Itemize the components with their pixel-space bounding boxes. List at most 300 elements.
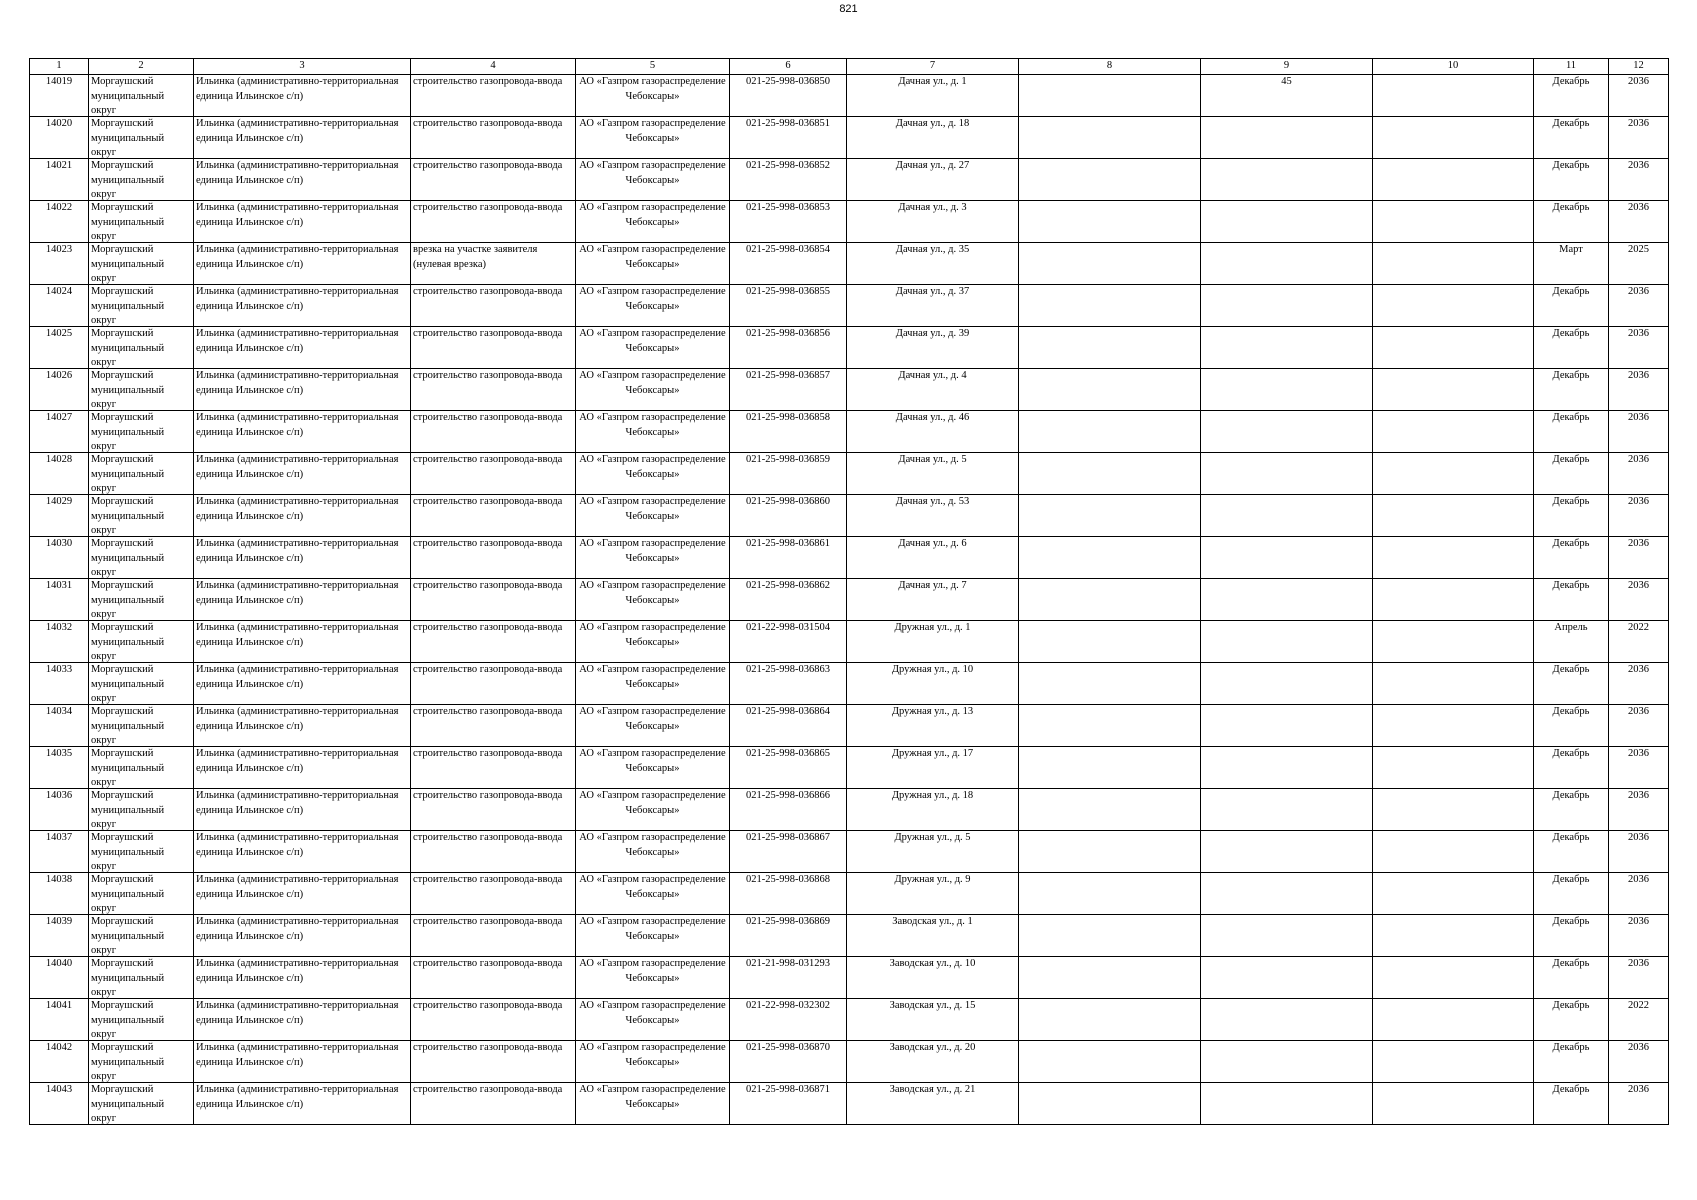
header-cell: 3: [194, 59, 411, 75]
organization-cell-text: АО «Газпром газораспределение Чебоксары»: [579, 538, 726, 564]
row-number-cell-text: 14041: [45, 1000, 73, 1011]
row-number-cell: [30, 621, 89, 663]
work-type-cell: [411, 117, 576, 159]
address-cell-text: Дружная ул., д. 10: [891, 664, 974, 675]
table-row: [30, 579, 1669, 621]
year-cell: [1609, 873, 1669, 915]
district-cell-text: Моргаушский муниципальный округ: [91, 244, 165, 284]
address-cell: [847, 369, 1019, 411]
table-row: [30, 915, 1669, 957]
column-10-cell: [1373, 747, 1534, 789]
district-cell: [89, 579, 194, 621]
column-9-cell: [1201, 327, 1373, 369]
header-cell: 8: [1019, 59, 1201, 75]
work-type-cell-text: строительство газопровода-ввода: [413, 580, 563, 591]
application-code-cell: [730, 789, 847, 831]
organization-cell: [576, 663, 730, 705]
header-cell: 9: [1201, 59, 1373, 75]
header-row: [30, 59, 1669, 75]
month-cell: [1534, 495, 1609, 537]
year-cell-text: 2036: [1628, 916, 1649, 927]
column-8-cell: [1019, 369, 1201, 411]
column-9-cell: [1201, 789, 1373, 831]
application-code-cell: [730, 957, 847, 999]
row-number-cell-text: 14030: [45, 538, 73, 549]
application-code-cell: [730, 327, 847, 369]
organization-cell-text: АО «Газпром газораспределение Чебоксары»: [579, 76, 726, 102]
district-cell-text: Моргаушский муниципальный округ: [91, 1000, 165, 1040]
month-cell: [1534, 915, 1609, 957]
work-type-cell: [411, 705, 576, 747]
organization-cell-text: АО «Газпром газораспределение Чебоксары»: [579, 874, 726, 900]
address-cell-text: Дачная ул., д. 27: [895, 160, 970, 171]
settlement-cell-text: Ильинка (административно-территориальная единица Ильинское с/п): [196, 202, 399, 228]
column-10-cell: [1373, 285, 1534, 327]
month-cell: [1534, 1083, 1609, 1125]
column-9-cell: [1201, 1083, 1373, 1125]
work-type-cell: [411, 285, 576, 327]
year-cell-text: 2036: [1628, 706, 1649, 717]
district-cell-text: Моргаушский муниципальный округ: [91, 622, 165, 662]
application-code-cell: [730, 579, 847, 621]
row-number-cell: [30, 705, 89, 747]
address-cell: [847, 201, 1019, 243]
column-10-cell: [1373, 1041, 1534, 1083]
row-number-cell: [30, 915, 89, 957]
settlement-cell: [194, 243, 411, 285]
column-10-cell: [1373, 159, 1534, 201]
application-code-cell: [730, 117, 847, 159]
month-cell-text: Декабрь: [1552, 958, 1590, 969]
settlement-cell: [194, 537, 411, 579]
application-code-cell: [730, 663, 847, 705]
district-cell-text: Моргаушский муниципальный округ: [91, 958, 165, 998]
district-cell: [89, 1083, 194, 1125]
settlement-cell-text: Ильинка (административно-территориальная единица Ильинское с/п): [196, 454, 399, 480]
application-code-cell-text: 021-25-998-036864: [746, 706, 830, 717]
year-cell-text: 2036: [1628, 832, 1649, 843]
application-code-cell-text: 021-25-998-036858: [746, 412, 830, 423]
month-cell: [1534, 117, 1609, 159]
organization-cell: [576, 369, 730, 411]
column-8-cell: [1019, 327, 1201, 369]
row-number-cell-text: 14024: [45, 286, 73, 297]
work-type-cell-text: строительство газопровода-ввода: [413, 874, 563, 885]
application-code-cell: [730, 159, 847, 201]
organization-cell: [576, 1083, 730, 1125]
address-cell-text: Дружная ул., д. 9: [894, 874, 971, 885]
organization-cell: [576, 789, 730, 831]
district-cell-text: Моргаушский муниципальный округ: [91, 748, 165, 788]
settlement-cell: [194, 831, 411, 873]
month-cell: [1534, 831, 1609, 873]
column-10-cell: [1373, 663, 1534, 705]
settlement-cell: [194, 369, 411, 411]
address-cell-text: Дружная ул., д. 5: [894, 832, 971, 843]
address-cell: [847, 327, 1019, 369]
year-cell: [1609, 411, 1669, 453]
work-type-cell: [411, 621, 576, 663]
application-code-cell-text: 021-25-998-036870: [746, 1042, 830, 1053]
settlement-cell: [194, 117, 411, 159]
column-9-cell: [1201, 369, 1373, 411]
address-cell-text: Дачная ул., д. 4: [898, 370, 967, 381]
work-type-cell: [411, 243, 576, 285]
application-code-cell-text: 021-25-998-036868: [746, 874, 830, 885]
row-number-cell: [30, 75, 89, 117]
district-cell: [89, 621, 194, 663]
application-code-cell: [730, 411, 847, 453]
column-10-cell: [1373, 117, 1534, 159]
work-type-cell-text: строительство газопровода-ввода: [413, 706, 563, 717]
address-cell-text: Дружная ул., д. 18: [891, 790, 974, 801]
row-number-cell: [30, 663, 89, 705]
year-cell-text: 2036: [1628, 538, 1649, 549]
row-number-cell-text: 14034: [45, 706, 73, 717]
year-cell: [1609, 705, 1669, 747]
address-cell: [847, 537, 1019, 579]
application-code-cell: [730, 537, 847, 579]
column-8-cell: [1019, 453, 1201, 495]
month-cell-text: Декабрь: [1552, 202, 1590, 213]
work-type-cell: [411, 369, 576, 411]
month-cell: [1534, 453, 1609, 495]
application-code-cell: [730, 831, 847, 873]
row-number-cell-text: 14028: [45, 454, 73, 465]
work-type-cell-text: строительство газопровода-ввода: [413, 286, 563, 297]
organization-cell-text: АО «Газпром газораспределение Чебоксары»: [579, 580, 726, 606]
settlement-cell: [194, 621, 411, 663]
work-type-cell: [411, 789, 576, 831]
column-9-cell: [1201, 999, 1373, 1041]
row-number-cell: [30, 243, 89, 285]
work-type-cell-text: строительство газопровода-ввода: [413, 832, 563, 843]
address-cell-text: Дачная ул., д. 46: [895, 412, 970, 423]
address-cell: [847, 1041, 1019, 1083]
column-9-cell: [1201, 117, 1373, 159]
district-cell: [89, 873, 194, 915]
organization-cell: [576, 621, 730, 663]
work-type-cell: [411, 831, 576, 873]
row-number-cell-text: 14031: [45, 580, 73, 591]
settlement-cell: [194, 705, 411, 747]
district-cell-text: Моргаушский муниципальный округ: [91, 328, 165, 368]
column-8-cell: [1019, 537, 1201, 579]
district-cell: [89, 789, 194, 831]
settlement-cell-text: Ильинка (административно-территориальная единица Ильинское с/п): [196, 538, 399, 564]
table-row: [30, 1083, 1669, 1125]
column-10-cell: [1373, 621, 1534, 663]
settlement-cell: [194, 411, 411, 453]
organization-cell: [576, 999, 730, 1041]
table-row: [30, 537, 1669, 579]
address-cell-text: Дачная ул., д. 1: [898, 76, 967, 87]
district-cell: [89, 831, 194, 873]
month-cell: [1534, 663, 1609, 705]
row-number-cell-text: 14025: [45, 328, 73, 339]
organization-cell: [576, 243, 730, 285]
work-type-cell-text: врезка на участке заявителя (нулевая врезка): [413, 244, 538, 270]
column-10-cell: [1373, 873, 1534, 915]
settlement-cell-text: Ильинка (административно-территориальная единица Ильинское с/п): [196, 412, 399, 438]
column-8-cell: [1019, 999, 1201, 1041]
district-cell: [89, 537, 194, 579]
work-type-cell-text: строительство газопровода-ввода: [413, 454, 563, 465]
work-type-cell: [411, 663, 576, 705]
year-cell: [1609, 285, 1669, 327]
year-cell-text: 2036: [1628, 1084, 1649, 1095]
address-cell-text: Заводская ул., д. 15: [889, 1000, 976, 1011]
work-type-cell-text: строительство газопровода-ввода: [413, 76, 563, 87]
row-number-cell: [30, 831, 89, 873]
table-row: [30, 999, 1669, 1041]
district-cell-text: Моргаушский муниципальный округ: [91, 1042, 165, 1082]
month-cell-text: Декабрь: [1552, 1042, 1590, 1053]
organization-cell: [576, 495, 730, 537]
table-row: [30, 831, 1669, 873]
year-cell-text: 2036: [1628, 412, 1649, 423]
column-9-cell: [1201, 621, 1373, 663]
column-8-cell: [1019, 789, 1201, 831]
work-type-cell-text: строительство газопровода-ввода: [413, 622, 563, 633]
application-code-cell-text: 021-22-998-032302: [746, 1000, 830, 1011]
settlement-cell: [194, 873, 411, 915]
year-cell-text: 2036: [1628, 874, 1649, 885]
settlement-cell: [194, 1041, 411, 1083]
settlement-cell: [194, 999, 411, 1041]
row-number-cell-text: 14027: [45, 412, 73, 423]
column-10-cell: [1373, 789, 1534, 831]
district-cell: [89, 453, 194, 495]
column-10-cell: [1373, 243, 1534, 285]
column-8-cell: [1019, 621, 1201, 663]
row-number-cell: [30, 159, 89, 201]
organization-cell: [576, 705, 730, 747]
district-cell: [89, 915, 194, 957]
row-number-cell-text: 14029: [45, 496, 73, 507]
application-code-cell-text: 021-25-998-036854: [746, 244, 830, 255]
row-number-cell: [30, 285, 89, 327]
month-cell-text: Декабрь: [1552, 160, 1590, 171]
row-number-cell-text: 14043: [45, 1084, 73, 1095]
application-code-cell-text: 021-25-998-036857: [746, 370, 830, 381]
column-8-cell: [1019, 159, 1201, 201]
address-cell-text: Дачная ул., д. 3: [898, 202, 967, 213]
address-cell-text: Дачная ул., д. 37: [895, 286, 970, 297]
district-cell-text: Моргаушский муниципальный округ: [91, 202, 165, 242]
column-8-cell: [1019, 957, 1201, 999]
settlement-cell-text: Ильинка (административно-территориальная единица Ильинское с/п): [196, 370, 399, 396]
address-cell: [847, 915, 1019, 957]
column-10-cell: [1373, 705, 1534, 747]
table-row: [30, 453, 1669, 495]
column-9-cell-text: 45: [1281, 76, 1292, 87]
work-type-cell-text: строительство газопровода-ввода: [413, 160, 563, 171]
organization-cell: [576, 159, 730, 201]
work-type-cell-text: строительство газопровода-ввода: [413, 538, 563, 549]
settlement-cell-text: Ильинка (административно-территориальная единица Ильинское с/п): [196, 76, 399, 102]
settlement-cell-text: Ильинка (административно-территориальная единица Ильинское с/п): [196, 1042, 399, 1068]
address-cell-text: Дачная ул., д. 6: [898, 538, 967, 549]
address-cell: [847, 621, 1019, 663]
table-row: [30, 285, 1669, 327]
month-cell-text: Декабрь: [1552, 496, 1590, 507]
work-type-cell-text: строительство газопровода-ввода: [413, 496, 563, 507]
month-cell: [1534, 159, 1609, 201]
settlement-cell: [194, 663, 411, 705]
application-code-cell: [730, 621, 847, 663]
organization-cell: [576, 117, 730, 159]
row-number-cell: [30, 957, 89, 999]
month-cell-text: Декабрь: [1552, 790, 1590, 801]
month-cell: [1534, 327, 1609, 369]
organization-cell-text: АО «Газпром газораспределение Чебоксары»: [579, 748, 726, 774]
settlement-cell-text: Ильинка (административно-территориальная единица Ильинское с/п): [196, 118, 399, 144]
address-cell-text: Заводская ул., д. 10: [889, 958, 976, 969]
row-number-cell: [30, 327, 89, 369]
header-cell: 6: [730, 59, 847, 75]
month-cell-text: Декабрь: [1552, 1084, 1590, 1095]
table-row: [30, 957, 1669, 999]
district-cell: [89, 1041, 194, 1083]
application-code-cell-text: 021-25-998-036867: [746, 832, 830, 843]
address-cell-text: Заводская ул., д. 1: [892, 916, 973, 927]
month-cell-text: Декабрь: [1552, 286, 1590, 297]
settlement-cell-text: Ильинка (административно-территориальная единица Ильинское с/п): [196, 748, 399, 774]
column-9-cell: [1201, 159, 1373, 201]
row-number-cell-text: 14033: [45, 664, 73, 675]
organization-cell-text: АО «Газпром газораспределение Чебоксары»: [579, 832, 726, 858]
organization-cell-text: АО «Газпром газораспределение Чебоксары»: [579, 160, 726, 186]
district-cell: [89, 411, 194, 453]
work-type-cell-text: строительство газопровода-ввода: [413, 664, 563, 675]
settlement-cell-text: Ильинка (административно-территориальная единица Ильинское с/п): [196, 160, 399, 186]
application-code-cell: [730, 747, 847, 789]
application-code-cell-text: 021-25-998-036852: [746, 160, 830, 171]
column-9-cell: [1201, 705, 1373, 747]
organization-cell-text: АО «Газпром газораспределение Чебоксары»: [579, 1042, 726, 1068]
work-type-cell-text: строительство газопровода-ввода: [413, 748, 563, 759]
year-cell-text: 2036: [1628, 118, 1649, 129]
year-cell-text: 2022: [1628, 1000, 1649, 1011]
month-cell-text: Декабрь: [1552, 370, 1590, 381]
address-cell: [847, 75, 1019, 117]
column-10-cell: [1373, 957, 1534, 999]
row-number-cell-text: 14020: [45, 118, 73, 129]
row-number-cell: [30, 1041, 89, 1083]
row-number-cell: [30, 411, 89, 453]
address-cell-text: Дружная ул., д. 13: [891, 706, 974, 717]
district-cell-text: Моргаушский муниципальный округ: [91, 916, 165, 956]
application-code-cell-text: 021-25-998-036855: [746, 286, 830, 297]
work-type-cell: [411, 999, 576, 1041]
application-code-cell-text: 021-25-998-036856: [746, 328, 830, 339]
header-cell: 11: [1534, 59, 1609, 75]
settlement-cell: [194, 201, 411, 243]
district-cell: [89, 663, 194, 705]
work-type-cell-text: строительство газопровода-ввода: [413, 202, 563, 213]
table-row: [30, 327, 1669, 369]
organization-cell-text: АО «Газпром газораспределение Чебоксары»: [579, 370, 726, 396]
application-code-cell-text: 021-25-998-036860: [746, 496, 830, 507]
table-row: [30, 873, 1669, 915]
month-cell-text: Декабрь: [1552, 874, 1590, 885]
header-cell: 2: [89, 59, 194, 75]
row-number-cell-text: 14021: [45, 160, 73, 171]
application-code-cell: [730, 285, 847, 327]
address-cell: [847, 453, 1019, 495]
application-code-cell-text: 021-25-998-036865: [746, 748, 830, 759]
table-header: [30, 59, 1669, 75]
district-cell-text: Моргаушский муниципальный округ: [91, 1084, 165, 1124]
application-code-cell-text: 021-22-998-031504: [746, 622, 830, 633]
month-cell-text: Декабрь: [1552, 580, 1590, 591]
header-cell: 1: [30, 59, 89, 75]
work-type-cell-text: строительство газопровода-ввода: [413, 958, 563, 969]
year-cell: [1609, 915, 1669, 957]
column-8-cell: [1019, 201, 1201, 243]
settlement-cell-text: Ильинка (административно-территориальная единица Ильинское с/п): [196, 1000, 399, 1026]
month-cell: [1534, 957, 1609, 999]
row-number-cell: [30, 873, 89, 915]
address-cell: [847, 957, 1019, 999]
month-cell: [1534, 75, 1609, 117]
column-8-cell: [1019, 915, 1201, 957]
column-9-cell: [1201, 873, 1373, 915]
work-type-cell: [411, 873, 576, 915]
work-type-cell: [411, 1041, 576, 1083]
month-cell-text: Декабрь: [1552, 412, 1590, 423]
address-cell: [847, 243, 1019, 285]
month-cell-text: Декабрь: [1552, 118, 1590, 129]
settlement-cell: [194, 327, 411, 369]
column-10-cell: [1373, 831, 1534, 873]
month-cell-text: Декабрь: [1552, 76, 1590, 87]
organization-cell: [576, 873, 730, 915]
organization-cell-text: АО «Газпром газораспределение Чебоксары»: [579, 244, 726, 270]
settlement-cell: [194, 159, 411, 201]
work-type-cell: [411, 747, 576, 789]
organization-cell-text: АО «Газпром газораспределение Чебоксары»: [579, 916, 726, 942]
district-cell-text: Моргаушский муниципальный округ: [91, 454, 165, 494]
column-9-cell: [1201, 1041, 1373, 1083]
year-cell: [1609, 117, 1669, 159]
settlement-cell-text: Ильинка (административно-территориальная единица Ильинское с/п): [196, 958, 399, 984]
application-code-cell-text: 021-25-998-036861: [746, 538, 830, 549]
month-cell: [1534, 789, 1609, 831]
address-cell: [847, 159, 1019, 201]
work-type-cell-text: строительство газопровода-ввода: [413, 916, 563, 927]
row-number-cell-text: 14037: [45, 832, 73, 843]
organization-cell-text: АО «Газпром газораспределение Чебоксары»: [579, 286, 726, 312]
organization-cell: [576, 285, 730, 327]
year-cell-text: 2036: [1628, 286, 1649, 297]
organization-cell-text: АО «Газпром газораспределение Чебоксары»: [579, 202, 726, 228]
column-10-cell: [1373, 369, 1534, 411]
settlement-cell: [194, 915, 411, 957]
address-cell-text: Дружная ул., д. 17: [891, 748, 974, 759]
month-cell: [1534, 747, 1609, 789]
column-9-cell: [1201, 915, 1373, 957]
application-code-cell-text: 021-21-998-031293: [746, 958, 830, 969]
row-number-cell: [30, 579, 89, 621]
settlement-cell-text: Ильинка (административно-территориальная единица Ильинское с/п): [196, 664, 399, 690]
work-type-cell: [411, 957, 576, 999]
organization-cell: [576, 1041, 730, 1083]
settlement-cell: [194, 453, 411, 495]
month-cell: [1534, 537, 1609, 579]
month-cell-text: Декабрь: [1552, 832, 1590, 843]
